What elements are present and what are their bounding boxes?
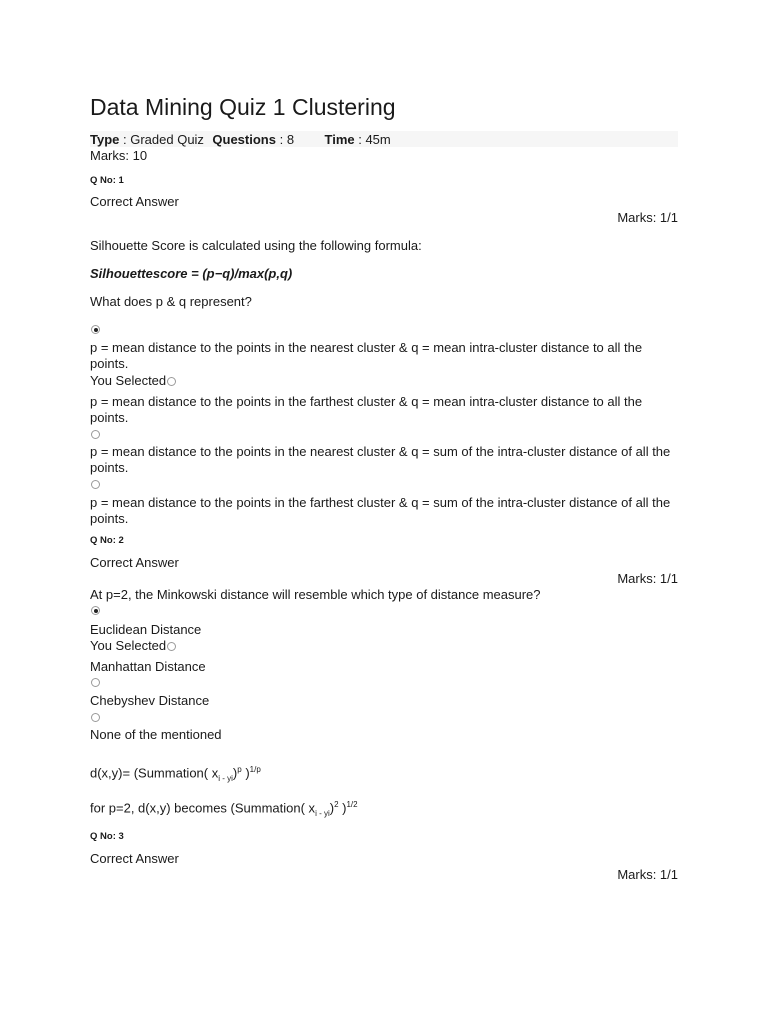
type-label: Type [90, 132, 120, 147]
time-label: Time [324, 132, 355, 147]
option-2-text: Manhattan Distance [90, 659, 206, 674]
option-4-text: p = mean distance to the points in the farthest cluster & q = sum of the intra-cluster distance of all the points. [90, 495, 671, 526]
question-text-2: What does p & q represent? [90, 294, 252, 309]
type-value: Graded Quiz [130, 132, 204, 147]
option-3-radio[interactable] [91, 430, 100, 439]
question-number: Q No: 2 [90, 535, 124, 546]
explanation-formula-2: for p=2, d(x,y) becomes (Summation( $x_i$ $_{- yi}$)$^2$ )$^{1/2}$ [90, 800, 358, 818]
option-1-radio-selected[interactable] [91, 606, 100, 615]
silhouette-formula: Silhouettescore = (p−q)/max(p,q) [90, 266, 293, 281]
correct-answer-label: Correct Answer [90, 555, 179, 570]
option-4-radio[interactable] [91, 480, 100, 489]
question-number: Q No: 3 [90, 831, 124, 842]
question-marks: Marks: 1/1 [617, 571, 678, 586]
option-1-radio-selected[interactable] [91, 325, 100, 334]
page-title: Data Mining Quiz 1 Clustering [90, 94, 396, 120]
questions-label: Questions [212, 132, 276, 147]
option-4-radio[interactable] [91, 713, 100, 722]
questions-value: 8 [286, 132, 295, 147]
you-selected-label: You Selected [90, 373, 176, 389]
option-1-text: p = mean distance to the points in the nearest cluster & q = mean intra-cluster distance to all the points. [90, 340, 643, 371]
option-2-radio[interactable] [167, 642, 176, 651]
correct-answer-label: Correct Answer [90, 851, 179, 866]
option-3-text: p = mean distance to the points in the nearest cluster & q = sum of the intra-cluster distance of all the points. [90, 444, 671, 475]
total-marks: Marks: 10 [90, 148, 148, 163]
question-text: Silhouette Score is calculated using the following formula: [90, 238, 422, 253]
option-2-radio[interactable] [167, 377, 176, 386]
option-4-text: None of the mentioned [90, 727, 222, 742]
you-selected-label: You Selected [90, 638, 176, 654]
option-1-text: Euclidean Distance [90, 622, 202, 637]
question-marks: Marks: 1/1 [617, 210, 678, 225]
question-number: Q No: 1 [90, 175, 124, 186]
option-3-radio[interactable] [91, 678, 100, 687]
option-3-text: Chebyshev Distance [90, 693, 210, 708]
explanation-formula-1: d(x,y)= (Summation( $x_i$ $_{- yi}$)$^p$ )$^{1/p}$ [90, 765, 261, 783]
question-marks: Marks: 1/1 [617, 867, 678, 882]
correct-answer-label: Correct Answer [90, 194, 179, 209]
quiz-meta-bar: Type : Graded Quiz Questions : 8 Time : 45m [90, 131, 678, 147]
question-text: At p=2, the Minkowski distance will resemble which type of distance measure? [90, 587, 541, 602]
time-value: 45m [365, 132, 391, 147]
option-2-text: p = mean distance to the points in the farthest cluster & q = mean intra-cluster distance to all the points. [90, 394, 643, 425]
